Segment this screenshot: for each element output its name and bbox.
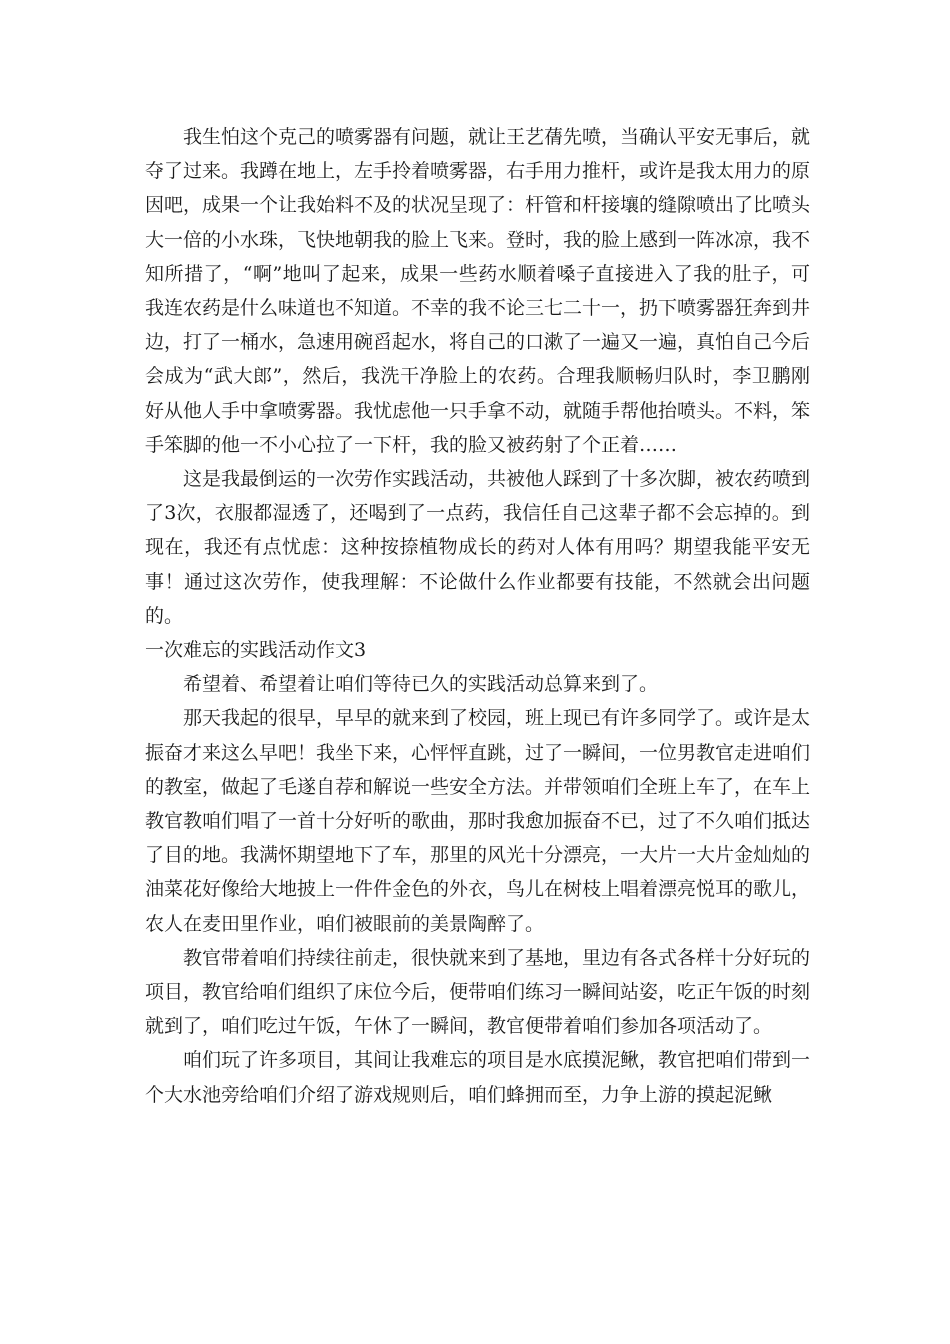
paragraph-4: 那天我起的很早，早早的就来到了校园，班上现已有许多同学了。或许是太振奋才来这么早吧！我坐下来，心怦怦直跳，过了一瞬间，一位男教官走进咱们的教室，做起了毛遂自荐和解说一些安全方法。并带领咱们全班上车了，在车上教官教咱们唱了一首十分好听的歌曲，那时我愈加振奋不已，过了不久咱们抵达了目的地。我满怀期望地下了车，那里的风光十分漂亮，一大片一大片金灿灿的油菜花好像给大地披上一件件金色的外衣，鸟儿在树枝上唱着漂亮悦耳的歌儿，农人在麦田里作业，咱们被眼前的美景陶醉了。 [145,707,811,935]
paragraph-5: 教官带着咱们持续往前走，很快就来到了基地，里边有各式各样十分好玩的项目，教官给咱们组织了床位今后，便带咱们练习一瞬间站姿，吃正午饭的时刻就到了，咱们吃过午饭，午休了一瞬间，教官便带着咱们参加各项活动了。 [145,946,811,1038]
paragraph-2: 这是我最倒运的一次劳作实践活动，共被他人踩到了十多次脚，被农药喷到了3次，衣服都湿透了，还喝到了一点药，我信任自己这辈子都不会忘掉的。到现在，我还有点忧虑：这种按捺植物成长的药对人体有用吗？期望我能平安无事！通过这次劳作，使我理解：不论做什么作业都要有技能，不然就会出问题的。 [145,468,811,627]
document-page [145,120,810,1112]
section-heading: 一次难忘的实践活动作文3 [145,639,367,662]
paragraph-3: 希望着、希望着让咱们等待已久的实践活动总算来到了。 [183,673,659,696]
paragraph-6: 咱们玩了许多项目，其间让我难忘的项目是水底摸泥鳅，教官把咱们带到一个大水池旁给咱们介绍了游戏规则后，咱们蜂拥而至，力争上游的摸起泥鳅 [145,1049,811,1106]
paragraph-1: 我生怕这个克己的喷雾器有问题，就让王艺蒨先喷，当确认平安无事后，就夺了过来。我蹲在地上，左手拎着喷雾器，右手用力推杆，或许是我太用力的原因吧，成果一个让我始料不及的状况呈现了：杆管和杆接壤的缝隙喷出了比喷头大一倍的小水珠，飞快地朝我的脸上飞来。登时，我的脸上感到一阵冰凉，我不知所措了，“啊”地叫了起来，成果一些药水顺着嗓子直接进入了我的肚子，可我连农药是什么味道也不知道。不幸的我不论三七二十一，扔下喷雾器狂奔到井边，打了一桶水，急速用碗舀起水，将自己的口漱了一遍又一遍，真怕自己今后会成为“武大郎”，然后，我洗干净脸上的农药。合理我顺畅归队时，李卫鹏刚好从他人手中拿喷雾器。我忧虑他一只手拿不动，就随手帮他抬喷头。不料，笨手笨脚的他一不小心拉了一下杆，我的脸又被药射了个正着…… [145,126,811,456]
